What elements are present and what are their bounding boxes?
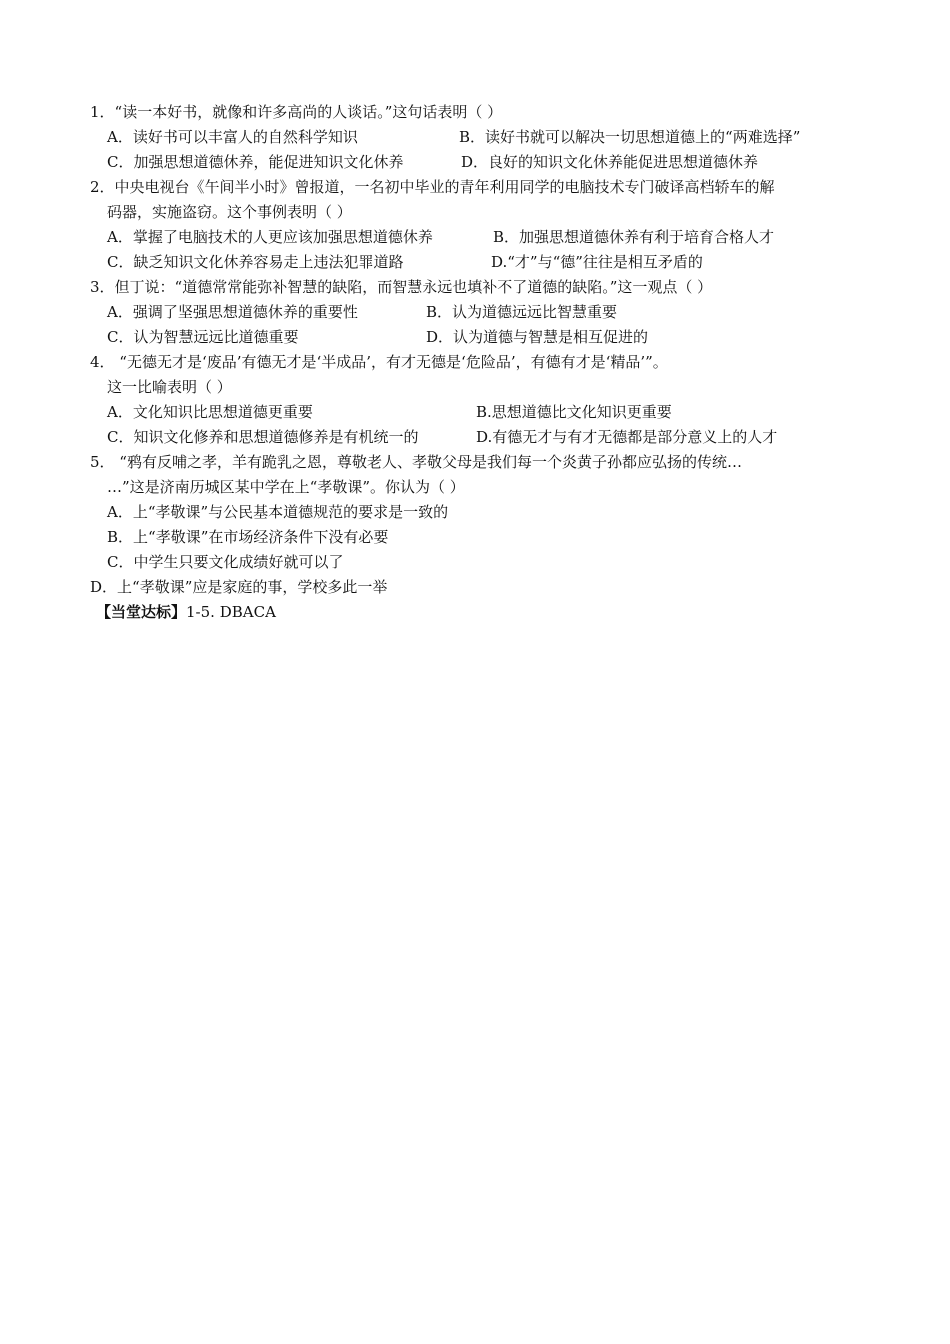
question-5-stem-cont: …”这是济南历城区某中学在上“孝敬课”。你认为（ ）	[107, 478, 465, 496]
question-4-stem-cont: 这一比喻表明（ ）	[107, 378, 232, 396]
question-5-option-c: C．中学生只要文化成绩好就可以了	[107, 553, 344, 571]
question-2-option-a: A．掌握了电脑技术的人更应该加强思想道德休养	[107, 228, 433, 246]
question-3-option-c: C．认为智慧远远比道德重要	[107, 328, 299, 346]
question-3-option-b: B．认为道德远远比智慧重要	[426, 303, 618, 321]
question-5-option-d: D．上“孝敬课”应是家庭的事，学校多此一举	[90, 578, 388, 596]
question-5-option-b: B．上“孝敬课”在市场经济条件下没有必要	[107, 528, 389, 546]
question-1-option-c: C．加强思想道德休养，能促进知识文化休养	[107, 153, 404, 171]
question-4-stem: 4． “无德无才是‘废品’有德无才是‘半成品’，有才无德是‘危险品’，有德有才是‘精品’”。	[90, 353, 668, 371]
question-5-stem: 5． “鸦有反哺之孝，羊有跪乳之恩，尊敬老人、孝敬父母是我们每一个炎黄子孙都应弘扬的传统…	[90, 453, 742, 471]
question-5-option-a: A．上“孝敬课”与公民基本道德规范的要求是一致的	[107, 503, 449, 521]
question-2-stem: 2．中央电视台《午间半小时》曾报道，一名初中毕业的青年利用同学的电脑技术专门破译高档轿车的解	[90, 178, 775, 196]
question-3-stem: 3．但丁说：“道德常常能弥补智慧的缺陷，而智慧永远也填补不了道德的缺陷。”这一观点（ ）	[90, 278, 713, 296]
question-4-option-a: A．文化知识比思想道德更重要	[107, 403, 313, 421]
answer-key	[96, 601, 276, 623]
question-2-option-c: C．缺乏知识文化休养容易走上违法犯罪道路	[107, 253, 404, 271]
question-4-option-c: C．知识文化修养和思想道德修养是有机统一的	[107, 428, 419, 446]
question-1-option-a: A．读好书可以丰富人的自然科学知识	[107, 128, 358, 146]
question-3-option-d: D．认为道德与智慧是相互促进的	[426, 328, 649, 346]
question-3-option-a: A．强调了坚强思想道德休养的重要性	[107, 303, 358, 321]
question-4-option-d: D.有德无才与有才无德都是部分意义上的人才	[476, 428, 778, 446]
question-2-option-b: B．加强思想道德休养有利于培育合格人才	[493, 228, 775, 246]
answer-key-text: 1-5. DBACA	[186, 603, 276, 621]
question-1-option-d: D．良好的知识文化休养能促进思想道德休养	[461, 153, 759, 171]
question-1-stem: 1．“读一本好书，就像和许多高尚的人谈话。”这句话表明（ ）	[90, 103, 503, 121]
question-1-option-b: B．读好书就可以解决一切思想道德上的“两难选择”	[459, 128, 801, 146]
question-4-option-b: B.思想道德比文化知识更重要	[476, 403, 672, 421]
question-2-option-d: D.“才”与“德”往往是相互矛盾的	[491, 253, 703, 271]
question-2-stem-cont: 码器，实施盗窃。这个事例表明（ ）	[107, 203, 352, 221]
answer-key-label: 【当堂达标】	[96, 603, 187, 621]
